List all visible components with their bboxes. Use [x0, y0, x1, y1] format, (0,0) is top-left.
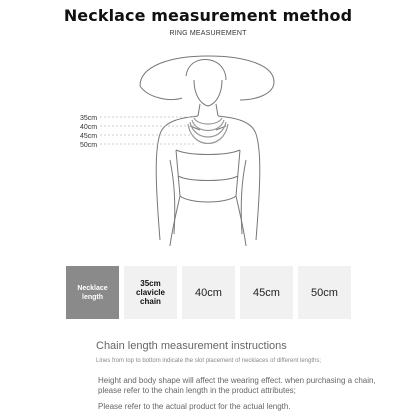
length-options: [66, 266, 351, 319]
tile-label: Necklace length: [77, 284, 108, 301]
tile-label: 50cm: [311, 286, 338, 299]
instructions-title: Chain length measurement instructions: [96, 340, 287, 352]
tile-label: 35cm clavicle chain: [136, 279, 165, 306]
page-subtitle: RING MEASUREMENT: [169, 30, 247, 37]
woman-figure-illustration: [60, 44, 360, 254]
length-label-50: 50cm: [80, 142, 98, 149]
tile-label: 40cm: [195, 286, 222, 299]
tile-35cm: [124, 266, 177, 319]
tile-40cm: [182, 266, 235, 319]
page-title: Necklace measurement method: [63, 6, 353, 25]
length-label-35: 35cm: [80, 115, 98, 122]
instructions-line-1: Lines from top to bottom indicate the slot placement of necklaces of different lengths;: [96, 358, 322, 364]
length-label-45: 45cm: [80, 133, 98, 140]
instructions-line-2: Height and body shape will affect the wearing effect. when purchasing a chain, please refer to the chain length in the product attributes;: [98, 376, 376, 395]
instructions-line-3: Please refer to the actual product for the actual length.: [98, 402, 291, 411]
length-label-40: 40cm: [80, 124, 98, 131]
tile-45cm: [240, 266, 293, 319]
tile-label: 45cm: [253, 286, 280, 299]
tile-50cm: [298, 266, 351, 319]
tile-necklace-length: [66, 266, 119, 319]
